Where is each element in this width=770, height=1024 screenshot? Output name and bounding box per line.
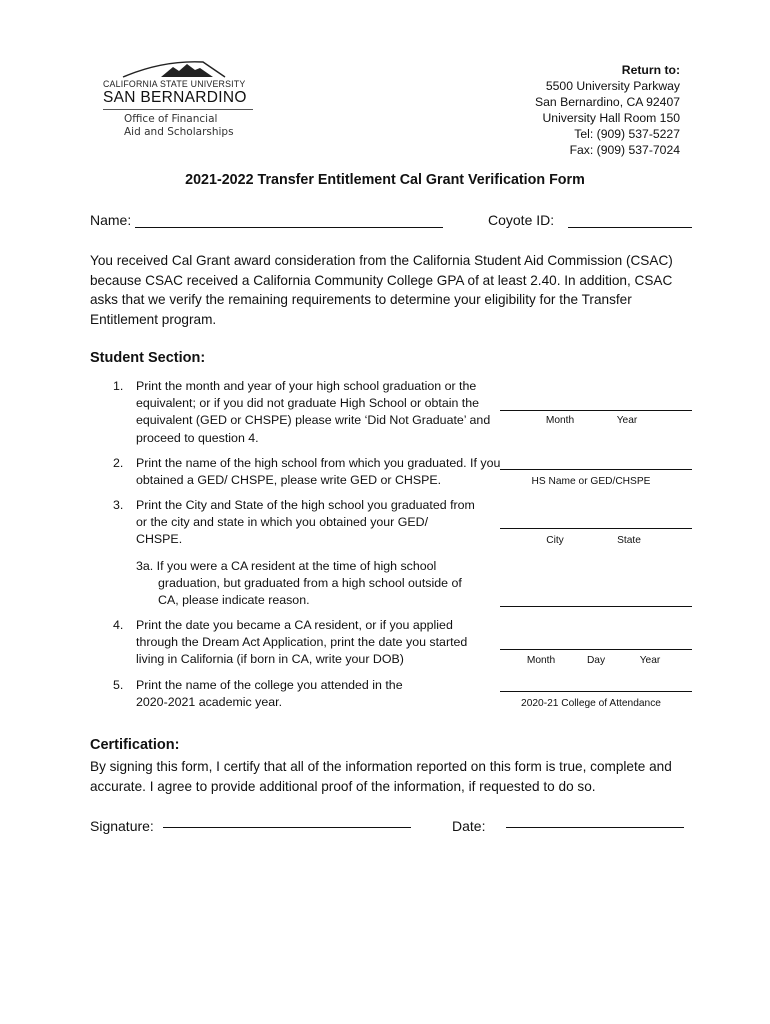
return-line3: University Hall Room 150 <box>542 111 680 125</box>
certification-text: By signing this form, I certify that all of the information reported on this form is true, complete and accurate. I agree to provide additional proof of the information, if requested to do so. <box>90 759 672 794</box>
date-label: Date: <box>452 818 486 834</box>
form-title: 2021-2022 Transfer Entitlement Cal Grant Verification Form <box>185 172 585 188</box>
question-5 <box>113 677 503 713</box>
date-input-line[interactable] <box>506 827 684 828</box>
q5-answer-line[interactable] <box>500 691 692 692</box>
student-section-heading: Student Section: <box>90 350 206 366</box>
question-3-number: 3. <box>113 498 124 512</box>
question-1-number: 1. <box>113 379 124 393</box>
q3-state-caption: State <box>617 535 641 546</box>
logo-office-line1: Office of Financial <box>124 113 218 125</box>
question-3-text: Print the City and State of the high school you graduated from or the city and state in which you obtained your GED/ CHSPE. <box>136 498 475 547</box>
return-address <box>535 62 680 158</box>
q2-caption: HS Name or GED/CHSPE <box>531 476 651 487</box>
logo-campus-name: SAN BERNARDINO <box>103 89 247 106</box>
question-1 <box>113 378 503 448</box>
q1-answer-line[interactable] <box>500 410 692 411</box>
return-fax: Fax: (909) 537-7024 <box>569 143 680 157</box>
q1-year-caption: Year <box>616 415 638 426</box>
question-4 <box>113 617 503 669</box>
q1-month-caption: Month <box>545 415 575 426</box>
mountain-emblem-icon <box>103 58 253 78</box>
question-2-number: 2. <box>113 456 124 470</box>
signature-input-line[interactable] <box>163 827 411 828</box>
logo-office-line2: Aid and Scholarships <box>124 125 234 138</box>
university-logo <box>103 58 255 138</box>
q4-answer-line[interactable] <box>500 649 692 650</box>
question-5-text: Print the name of the college you attended in the 2020-2021 academic year. <box>136 678 403 710</box>
name-input-line[interactable] <box>135 227 443 228</box>
return-line2: San Bernardino, CA 92407 <box>535 95 680 109</box>
question-5-number: 5. <box>113 678 124 692</box>
q2-answer-line[interactable] <box>500 469 692 470</box>
q4-day-caption: Day <box>586 655 606 666</box>
question-1-text: Print the month and year of your high school graduation or the equivalent; or if you did not graduate High School or obtain the equivalent (GED or CHSPE) please write ‘Did Not Graduate’ and proceed to question 4. <box>136 379 491 445</box>
q3-city-caption: City <box>546 535 564 546</box>
coyote-id-label: Coyote ID: <box>488 212 555 228</box>
question-2 <box>113 455 503 491</box>
return-line1: 5500 University Parkway <box>545 79 680 93</box>
question-4-text: Print the date you became a CA resident, or if you applied through the Dream Act Application, print the date you started living in California (if born in CA, write your DOB) <box>136 618 468 667</box>
name-label: Name: <box>90 212 132 228</box>
question-3a-text: 3a. If you were a CA resident at the time of high school graduation, but graduated from a high school outside of CA, please indicate reason. <box>136 559 462 608</box>
q3-answer-line[interactable] <box>500 528 692 529</box>
return-tel: Tel: (909) 537-5227 <box>574 127 680 141</box>
q3a-answer-line[interactable] <box>500 606 692 607</box>
logo-university-name: CALIFORNIA STATE UNIVERSITY <box>103 79 246 89</box>
q5-caption: 2020-21 College of Attendance <box>521 698 661 709</box>
question-3a <box>136 558 466 610</box>
question-2-text: Print the name of the high school from which you graduated. If you obtained a GED/ CHSPE, please write GED or CHSPE. <box>136 456 501 488</box>
coyote-id-input-line[interactable] <box>568 227 692 228</box>
signature-label: Signature: <box>90 818 154 834</box>
logo-divider <box>103 109 253 110</box>
return-heading: Return to: <box>621 63 680 77</box>
question-3 <box>113 497 503 549</box>
intro-paragraph: You received Cal Grant award consideration from the California Student Aid Commission (CSAC) because CSAC received a California Community College GPA of at least 2.40. In addition, CSAC asks that we verify the remaining requirements to determine your eligibility for the Transfer Entitlement program. <box>90 253 673 327</box>
question-4-number: 4. <box>113 618 124 632</box>
q4-month-caption: Month <box>526 655 556 666</box>
q4-year-caption: Year <box>639 655 661 666</box>
certification-heading: Certification: <box>90 737 180 753</box>
